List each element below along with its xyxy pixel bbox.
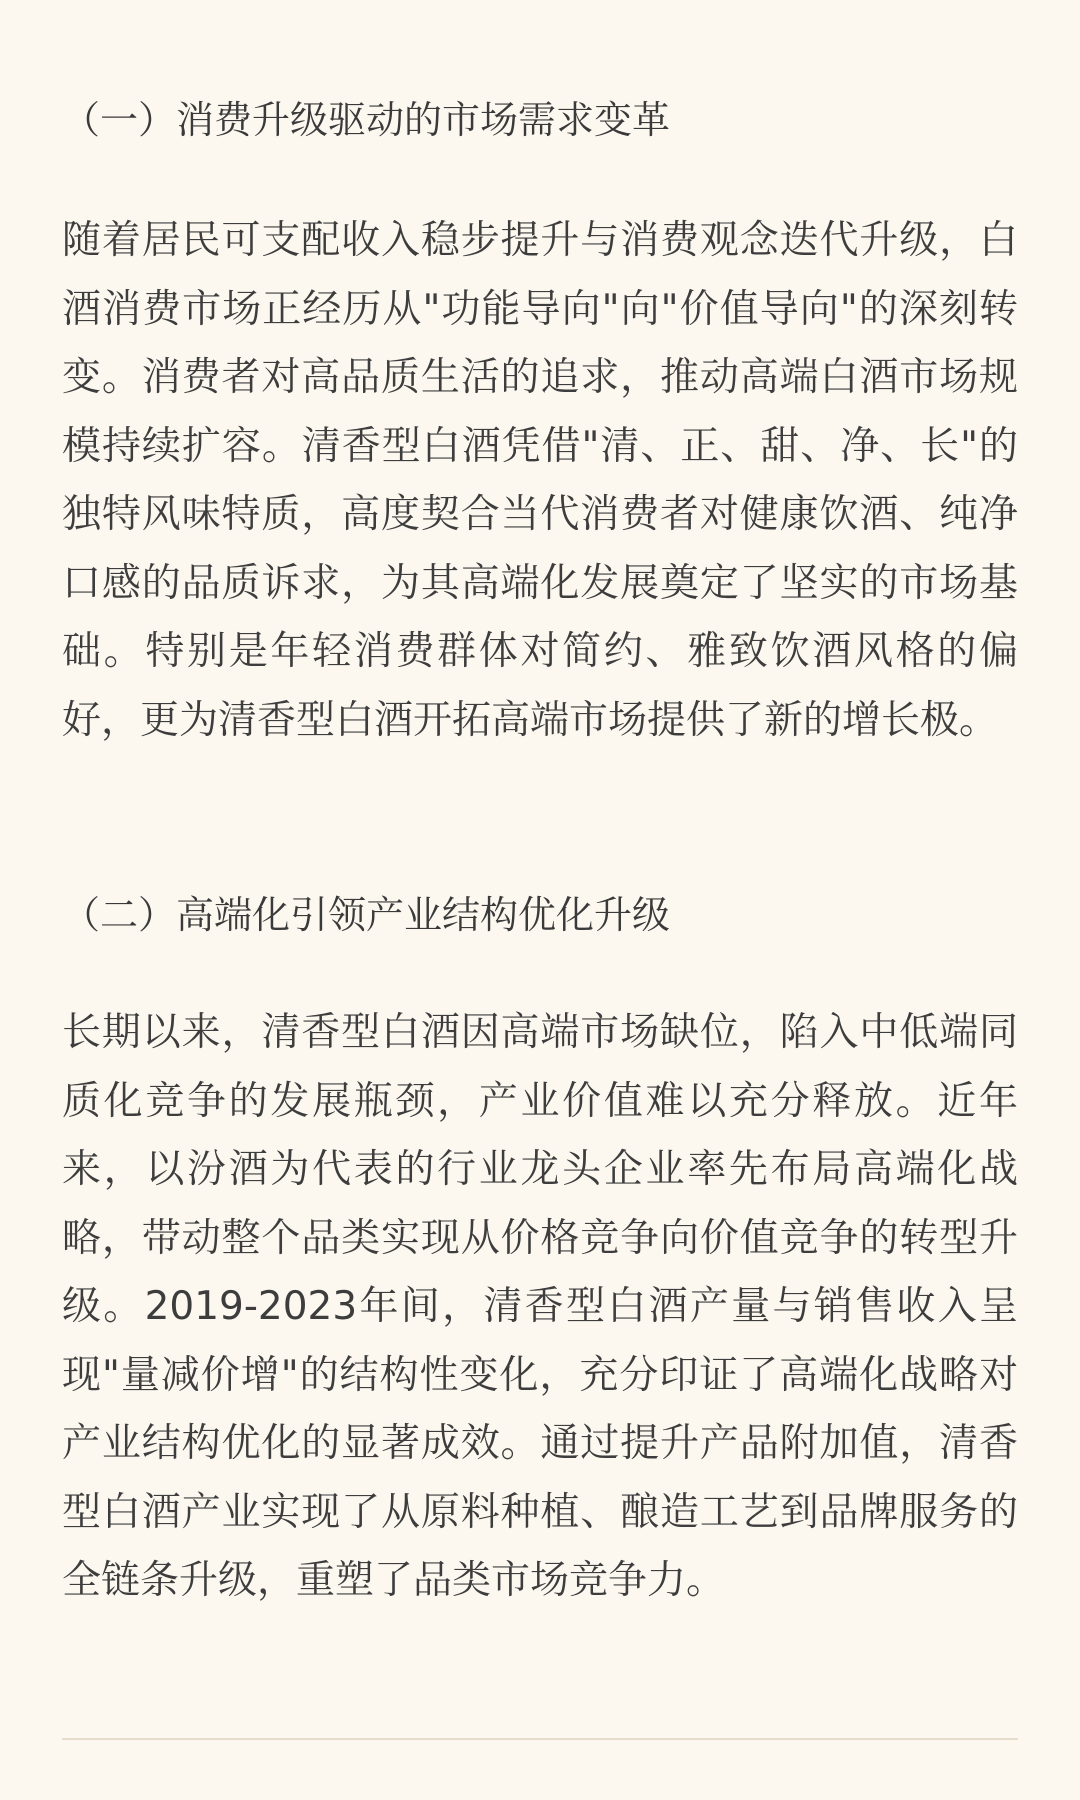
section-heading-industry-upgrade: （二）高端化引领产业结构优化升级 bbox=[62, 893, 671, 937]
section-paragraph-consumption-upgrade: 随着居民可支配收入稳步提升与消费观念迭代升级，白酒消费市场正经历从"功能导向"向"价值导向"的深刻转变。消费者对高品质生活的追求，推动高端白酒市场规模持续扩容。清香型白酒凭借"清、正、甜、净、长"的独特风味特质，高度契合当代消费者对健康饮酒、纯净口感的品质诉求，为其高端化发展奠定了坚实的市场基础。特别是年轻消费群体对简约、雅致饮酒风格的偏好，更为清香型白酒开拓高端市场提供了新的增长极。 bbox=[62, 218, 1018, 743]
section-heading-consumption-upgrade: （一）消费升级驱动的市场需求变革 bbox=[62, 98, 671, 142]
bottom-divider bbox=[62, 1738, 1018, 1740]
section-paragraph-industry-upgrade: 长期以来，清香型白酒因高端市场缺位，陷入中低端同质化竞争的发展瓶颈，产业价值难以充分释放。近年来，以汾酒为代表的行业龙头企业率先布局高端化战略，带动整个品类实现从价格竞争向价值竞争的转型升级。2019-2023年间，清香型白酒产量与销售收入呈现"量减价增"的结构性变化，充分印证了高端化战略对产业结构优化的显著成效。通过提升产品附加值，清香型白酒产业实现了从原料种植、酿造工艺到品牌服务的全链条升级，重塑了品类市场竞争力。 bbox=[62, 1010, 1018, 1603]
